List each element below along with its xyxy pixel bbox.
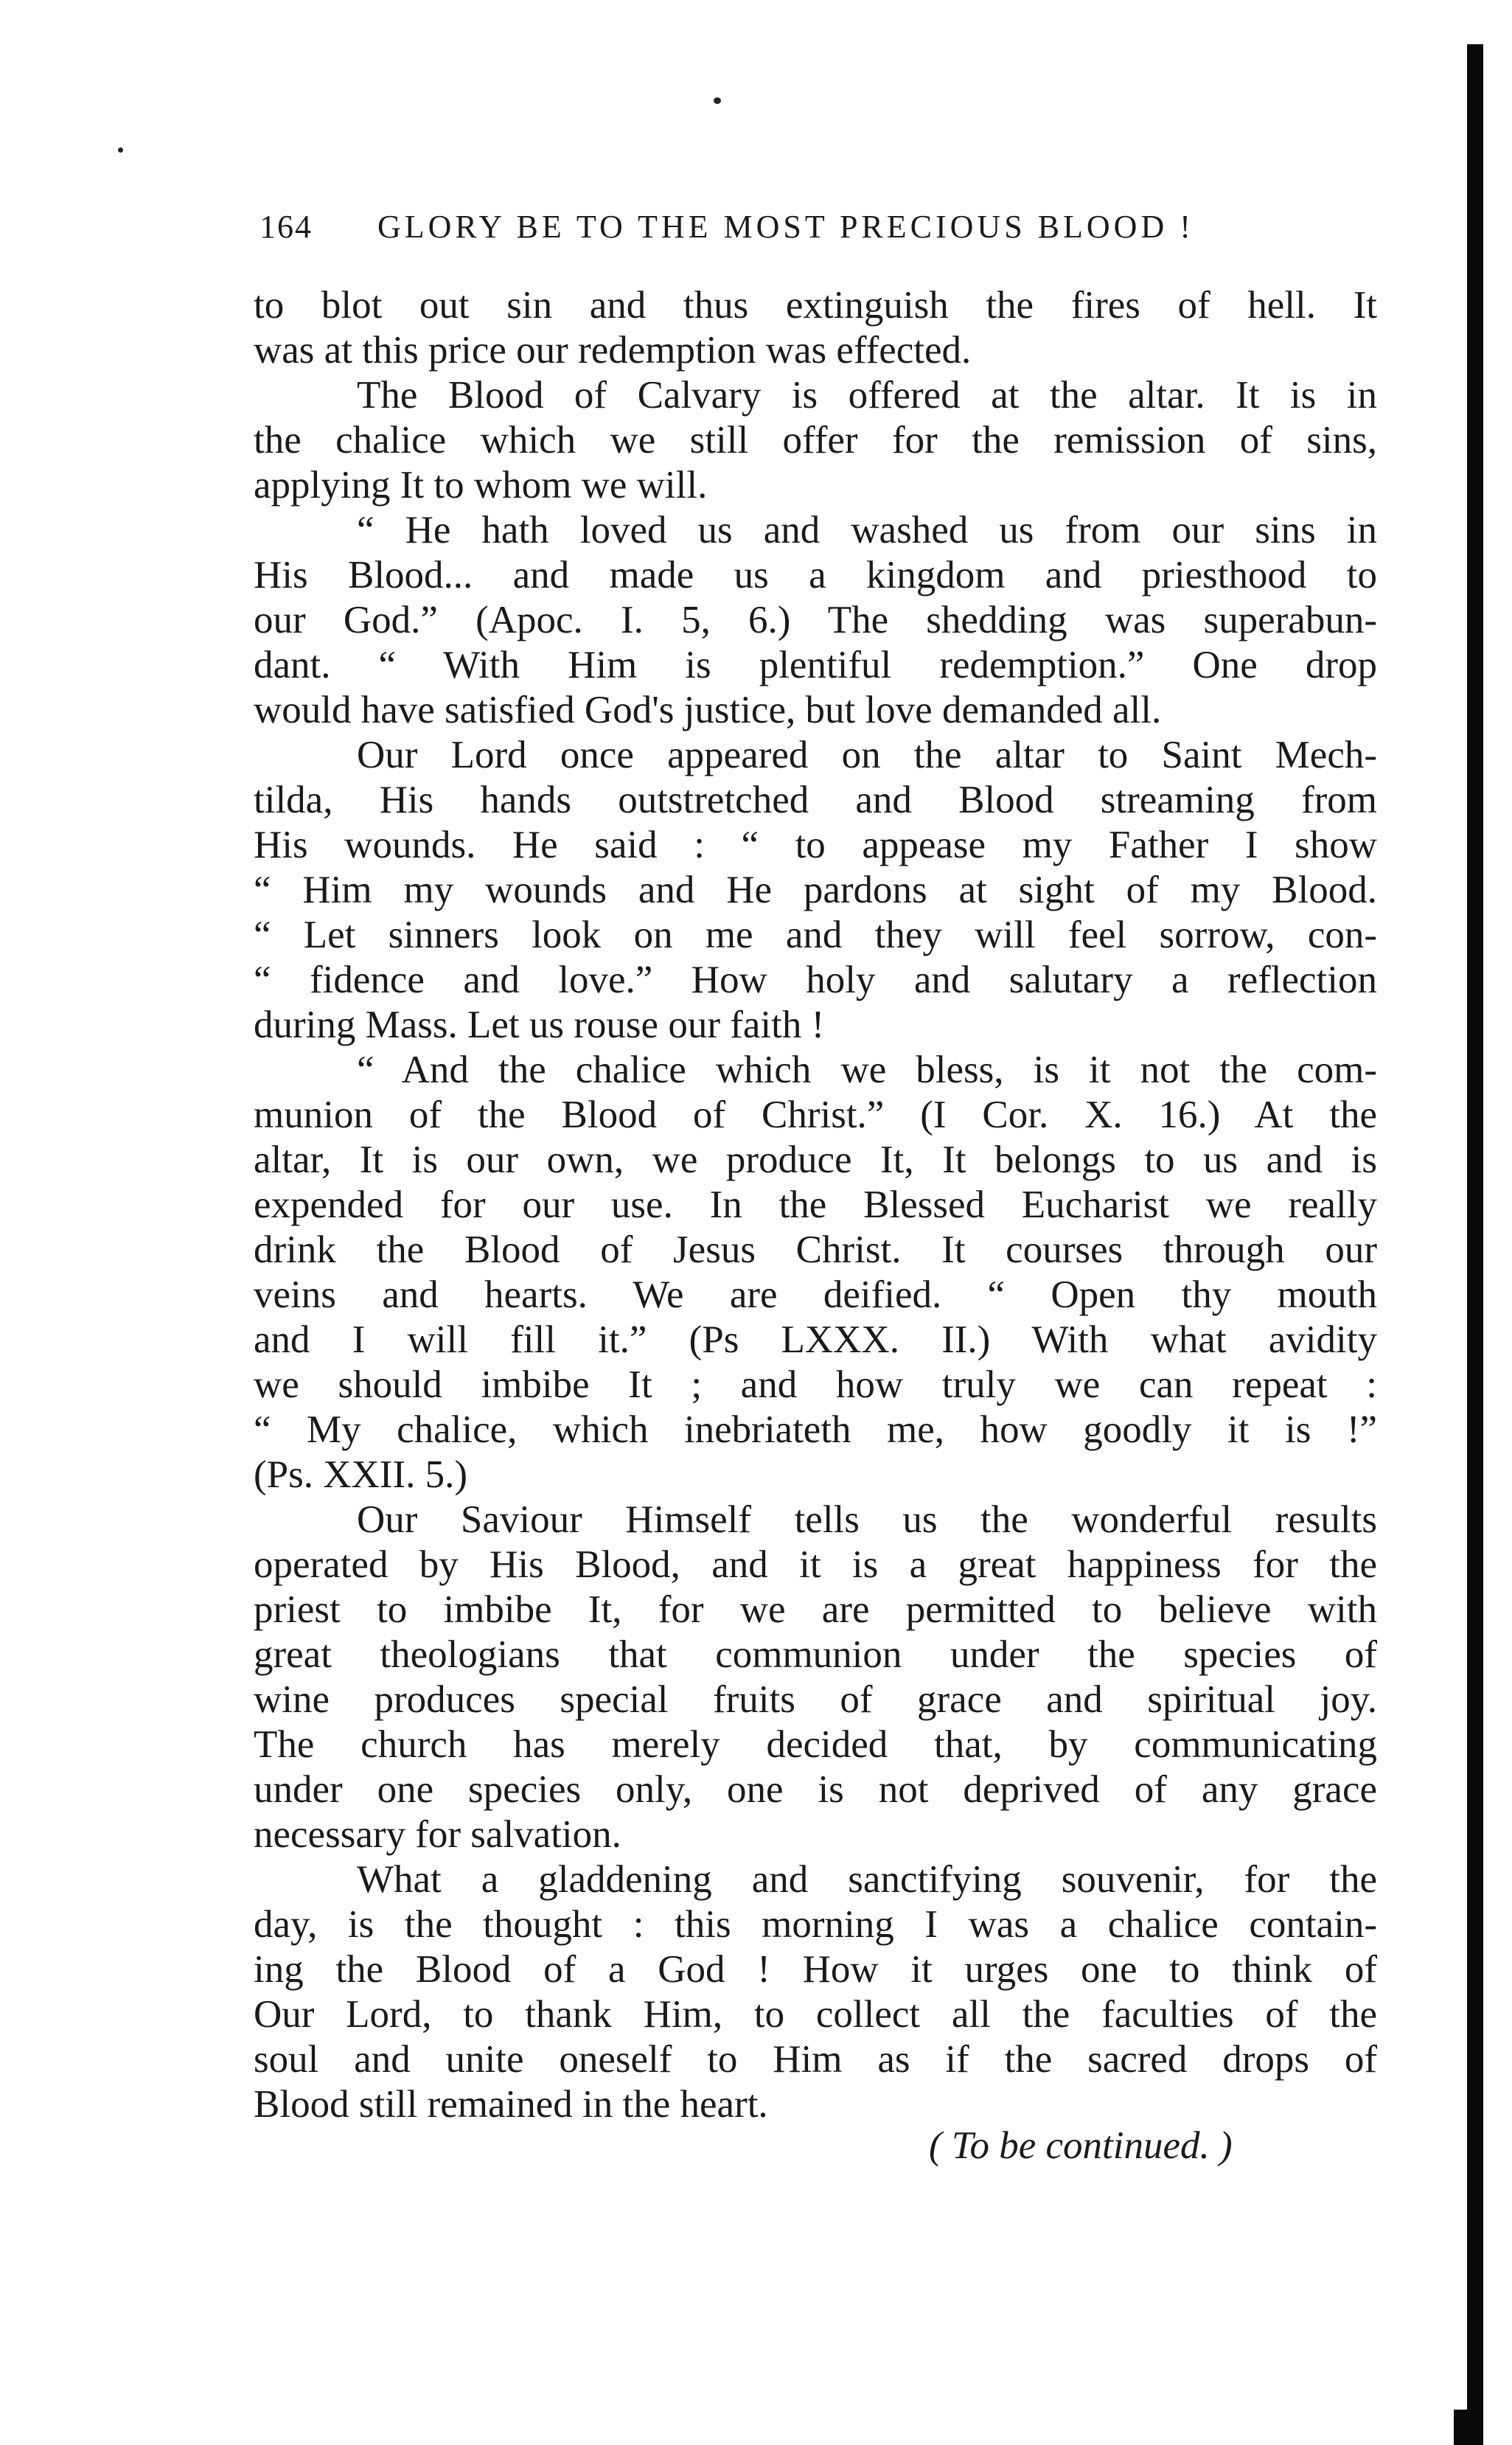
text-line: veins and hearts. We are deified. “ Open thy mouth bbox=[254, 1273, 1377, 1316]
text-line: drink the Blood of Jesus Christ. It courses through our bbox=[254, 1228, 1377, 1271]
continued-note: ( To be continued. ) bbox=[929, 2124, 1233, 2167]
text-line: was at this price our redemption was effected. bbox=[254, 329, 972, 372]
text-line: ing the Blood of a God ! How it urges one to think of bbox=[254, 1948, 1377, 1991]
print-speck bbox=[118, 147, 123, 153]
text-line: (Ps. XXII. 5.) bbox=[254, 1453, 467, 1496]
text-line: necessary for salvation. bbox=[254, 1813, 621, 1856]
text-line: under one species only, one is not deprived of any grace bbox=[254, 1768, 1377, 1811]
page-binding-edge-foot bbox=[1454, 2410, 1483, 2445]
page-binding-edge bbox=[1467, 44, 1483, 2445]
text-line: “ He hath loved us and washed us from our sins in bbox=[357, 509, 1377, 552]
text-line: wine produces special fruits of grace and spiritual joy. bbox=[254, 1678, 1377, 1721]
text-line: expended for our use. In the Blessed Eucharist we really bbox=[254, 1183, 1377, 1226]
text-line: day, is the thought : this morning I was a chalice contain- bbox=[254, 1903, 1377, 1946]
running-header bbox=[259, 208, 1380, 246]
text-line: would have satisfied God's justice, but love demanded all. bbox=[254, 689, 1162, 731]
running-title: GLORY BE TO THE MOST PRECIOUS BLOOD ! bbox=[377, 209, 1194, 245]
text-line: our God.” (Apoc. I. 5, 6.) The shedding was superabun- bbox=[254, 599, 1377, 641]
text-line: operated by His Blood, and it is a great happiness for the bbox=[254, 1543, 1377, 1586]
text-line: to blot out sin and thus extinguish the fires of hell. It bbox=[254, 284, 1377, 327]
text-line: munion of the Blood of Christ.” (I Cor. X. 16.) At the bbox=[254, 1093, 1377, 1136]
text-line: Our Lord once appeared on the altar to Saint Mech- bbox=[357, 734, 1377, 776]
text-line: “ My chalice, which inebriateth me, how goodly it is !” bbox=[254, 1408, 1377, 1451]
text-line: dant. “ With Him is plentiful redemption.” One drop bbox=[254, 644, 1377, 686]
text-line: “ And the chalice which we bless, is it not the com- bbox=[357, 1048, 1377, 1091]
text-line: applying It to whom we will. bbox=[254, 464, 708, 507]
text-line: The church has merely decided that, by communicating bbox=[254, 1723, 1377, 1766]
page-number: 164 bbox=[259, 209, 313, 245]
text-line: and I will fill it.” (Ps LXXX. II.) With what avidity bbox=[254, 1318, 1377, 1361]
text-line: priest to imbibe It, for we are permitted to believe with bbox=[254, 1588, 1377, 1631]
text-line: “ Let sinners look on me and they will feel sorrow, con- bbox=[254, 914, 1377, 956]
text-line: What a gladdening and sanctifying souvenir, for the bbox=[357, 1858, 1377, 1901]
text-line: we should imbibe It ; and how truly we can repeat : bbox=[254, 1363, 1377, 1406]
text-line: Our Lord, to thank Him, to collect all the faculties of the bbox=[254, 1993, 1377, 2036]
text-line: during Mass. Let us rouse our faith ! bbox=[254, 1004, 825, 1046]
print-speck bbox=[714, 97, 721, 104]
text-line: The Blood of Calvary is offered at the altar. It is in bbox=[357, 374, 1377, 417]
text-line: great theologians that communion under the species of bbox=[254, 1633, 1377, 1676]
text-line: Blood still remained in the heart. bbox=[254, 2083, 768, 2126]
text-line: “ Him my wounds and He pardons at sight of my Blood. bbox=[254, 869, 1377, 911]
text-line: altar, It is our own, we produce It, It belongs to us and is bbox=[254, 1138, 1377, 1181]
text-line: His wounds. He said : “ to appease my Father I show bbox=[254, 824, 1377, 866]
text-line: Our Saviour Himself tells us the wonderful results bbox=[357, 1498, 1377, 1541]
text-line: His Blood... and made us a kingdom and priesthood to bbox=[254, 554, 1377, 597]
text-line: “ fidence and love.” How holy and salutary a reflection bbox=[254, 959, 1377, 1001]
page-body-text bbox=[254, 283, 1377, 2127]
text-line: the chalice which we still offer for the remission of sins, bbox=[254, 419, 1377, 462]
text-line: soul and unite oneself to Him as if the sacred drops of bbox=[254, 2038, 1377, 2081]
text-line: tilda, His hands outstretched and Blood streaming from bbox=[254, 779, 1377, 821]
